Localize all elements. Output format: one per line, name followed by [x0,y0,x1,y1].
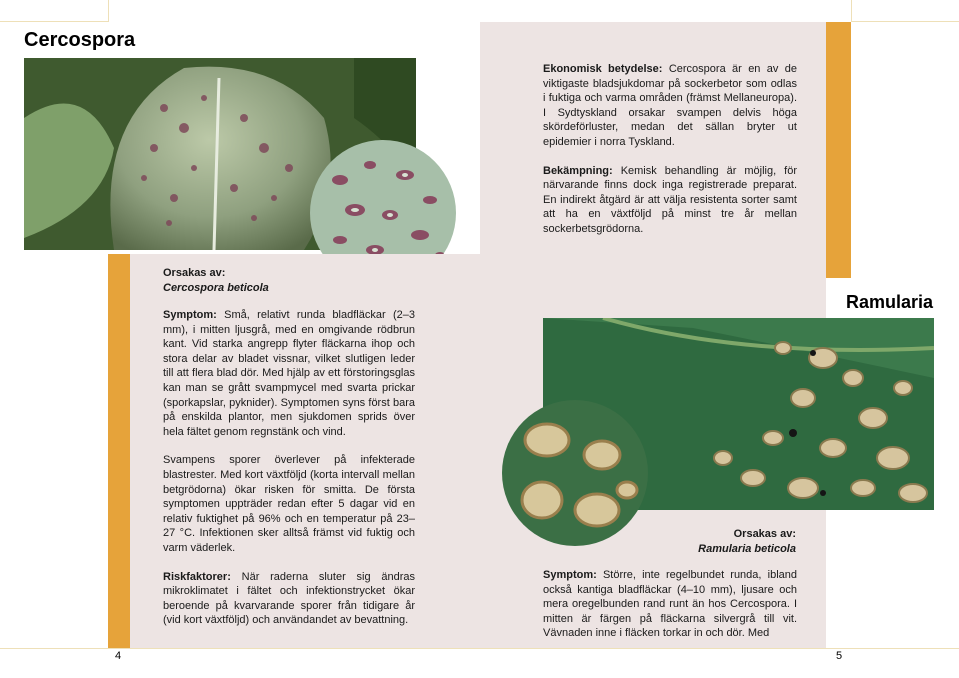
risk-text: När raderna sluter sig ändras mikroklimatet i fältet och infektionstrycket ökar beroende på kvarvarande sporer från tidigare år (vid kort växtföljd) och användandet av bevattning. [163,570,415,627]
ramularia-organism-name: Ramularia beticola [698,542,796,555]
bottom-rule-right [480,648,959,649]
ramularia-symptom-text: Större, inte regelbundet runda, ibland också kantiga bladfläckar (4–10 mm), ljusare och mera oregelbunden rand runt än hos Cercospora. I mitten är färgen på fläckarna silvergrå till vit. Vävnaden inne i fläcken torkar in och dör. Med [543,569,797,640]
left-body-text [163,308,415,642]
symptom-paragraph [163,308,415,439]
risk-label: Riskfaktorer: [163,570,231,583]
control-paragraph [543,164,797,237]
ramularia-symptom-paragraph [543,568,797,641]
ramularia-symptom-label: Symptom: [543,569,597,581]
economic-text: Cercospora är en av de viktigaste bladsjukdomar på sockerbetor som odlas i fuktiga och varma områden (främst Mellaneuropa). I Sydtyskland orsakar svampen delvis höga skördeförluster, medan det sällan bryter ut epidemier i norra Tyskland. [543,63,798,148]
control-label: Bekämpning: [543,164,613,177]
spores-paragraph: Svampens sporer överlever på infekterade blastrester. Med kort växtföljd (korta intervall mellan betgrödorna) ökar risken för smitta. De första symptomen uppträder redan efter 5 dagar vid en relativ fuktighet på 96% och en temperatur på 23–27 °C. Infektionen sker alltså främst vid fuktig och varm väderlek. [163,454,415,554]
control-text: Kemisk behandling är möjlig, för närvarande finns dock inga registrerade preparat. En indirekt åtgärd är att välja resistenta sorter samt att ha en växtföljd på minst tre år mellan sockerbetsgrödorna. [543,164,797,235]
ramularia-title: Ramularia [846,292,934,312]
economic-paragraph [543,62,797,150]
ramularia-caused-by-label: Orsakas av: [733,528,796,540]
top-rule-right [851,21,959,22]
page-number: 4 [115,650,122,662]
risk-paragraph [163,570,415,628]
economic-label: Ekonomisk betydelse: [543,63,663,75]
left-accent-bar [108,254,130,648]
symptom-label: Symptom: [163,309,217,321]
bottom-rule-left [0,648,480,649]
caused-by-label: Orsakas av: [163,267,226,279]
top-guide-right [851,0,852,22]
symptom-text: Små, relativt runda bladfläckar (2–3 mm), i mitten ljusgrå, med en omgivande rödbrun kant. Vid starka angrepp flyter fläckarna ihop och stora delar av bladet vissnar, vilket slutligen leder till att flera blad dör. Med hjälp av ett förstoringsglas kan man se grått svampmycel med svarta prickar (sporkapslar, pyknider). Symptomen syns först bara på enskilda plantor, men sjukdomen sprids över hela fältet genom regnstänk och vind. [163,309,415,438]
right-page-number: 5 [836,650,843,662]
ramularia-magnified-photo [502,400,648,546]
organism-name: Cercospora beticola [163,281,269,294]
page-title: Cercospora [24,29,136,51]
right-accent-bar [826,22,851,278]
caused-by-caption [163,266,413,295]
ramularia-caused-by-caption [560,527,796,556]
right-body-text [543,62,797,251]
